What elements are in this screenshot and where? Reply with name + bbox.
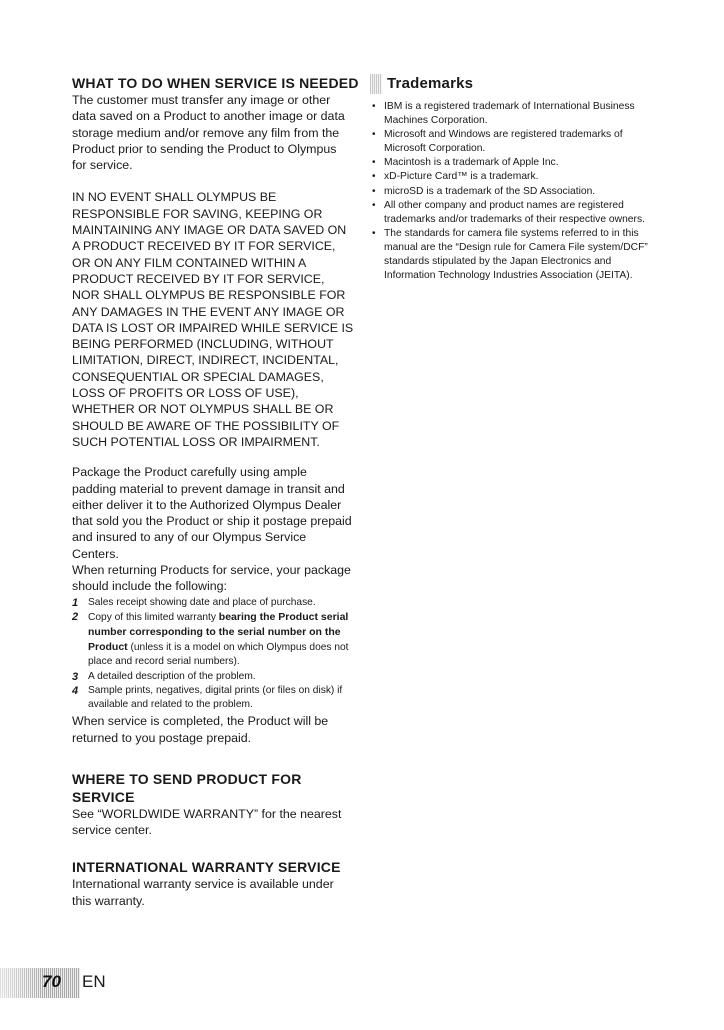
left-column (72, 74, 359, 909)
list-item (72, 610, 354, 670)
trademarks-title (370, 74, 660, 94)
para-returning-products: When returning Products for service, your package should include the following: (72, 563, 351, 594)
para-international-warranty: International warranty service is available under this warranty. (72, 877, 334, 908)
page-footer (0, 968, 80, 998)
para-transfer-data: The customer must transfer any image or other data saved on a Product to another image or data storage medium and/or remove any film from the Product prior to sending the Product to Olympus for service. (72, 93, 345, 173)
trademark-item: • Microsoft and Windows are registered trademarks of Microsoft Corporation. (370, 128, 660, 156)
heading-trademarks: Trademarks (387, 75, 474, 92)
list-text: Sales receipt showing date and place of purchase. (88, 596, 316, 608)
section-marker-icon (370, 74, 382, 94)
heading-service-needed: WHAT TO DO WHEN SERVICE IS NEEDED (72, 75, 359, 91)
trademark-item: • The standards for camera file systems referred to in this manual are the “Design rule for Camera File system/DCF” standards stipulated by the Japan Electronics and Information Technology Industries Association (JEITA). (370, 227, 660, 283)
list-text-bold: bearing the Product serial number corresponding to the serial number on the Product (88, 610, 349, 654)
list-text-post: (unless it is a model on which Olympus does not place and record serial numbers). (88, 642, 349, 668)
package-contents-list (72, 596, 354, 713)
list-text-pre: Copy of this limited warranty (88, 611, 219, 623)
para-service-completed: When service is completed, the Product will be returned to you postage prepaid. (72, 714, 329, 745)
list-number: 2 (72, 610, 79, 623)
trademark-item: • IBM is a registered trademark of International Business Machines Corporation. (370, 100, 660, 128)
para-liability-disclaimer: IN NO EVENT SHALL OLYMPUS BE RESPONSIBLE FOR SAVING, KEEPING OR MAINTAINING ANY IMAGE OR DATA SAVED ON A PRODUCT RECEIVED BY IT FOR SERVICE, OR ON ANY FILM CONTAINED WITHIN A PRODUCT RECEIVED BY IT FOR SERVICE, NOR SHALL OLYMPUS BE RESPONSIBLE FOR ANY DAMAGES IN THE EVENT ANY IMAGE OR DATA IS LOST OR IMPAIRED WHILE SERVICE IS BEING PERFORMED (INCLUDING, WITHOUT LIMITATION, DIRECT, INDIRECT, INCIDENTAL, CONSEQUENTIAL OR SPECIAL DAMAGES, LOSS OF PROFITS OR LOSS OF USE), WHETHER OR NOT OLYMPUS SHALL BE OR SHOULD BE AWARE OF THE POSSIBILITY OF SUCH POTENTIAL LOSS OR IMPAIRMENT. (72, 190, 354, 449)
trademark-item: • xD-Picture Card™ is a trademark. (370, 170, 660, 184)
trademark-item: • Macintosh is a trademark of Apple Inc. (370, 156, 660, 170)
language-code: EN (82, 972, 106, 991)
para-where-to-send: See “WORLDWIDE WARRANTY” for the nearest service center. (72, 806, 342, 838)
list-item (72, 670, 354, 684)
right-column (370, 74, 660, 283)
trademark-item: • All other company and product names are registered trademarks and/or trademarks of their respective owners. (370, 199, 660, 227)
list-number: 3 (72, 670, 79, 683)
para-package-product: Package the Product carefully using ample padding material to prevent damage in transit and either deliver it to the Authorized Olympus Dealer that sold you the Product or ship it postage prepaid and insured to any of our Olympus Service Centers. (72, 465, 352, 561)
list-number: 4 (72, 684, 79, 697)
trademarks-list (370, 100, 660, 283)
list-item (72, 684, 354, 712)
heading-where-to-send: WHERE TO SEND PRODUCT FOR SERVICE (72, 770, 302, 805)
list-text: Sample prints, negatives, digital prints (or files on disk) if available and related to the problem. (88, 684, 343, 711)
list-number: 1 (72, 596, 79, 609)
list-text: A detailed description of the problem. (88, 670, 256, 682)
page-number: 70 (42, 972, 61, 991)
trademark-item: • microSD is a trademark of the SD Association. (370, 185, 660, 199)
list-item (72, 596, 354, 610)
page-number-badge (0, 968, 80, 998)
heading-international-warranty: INTERNATIONAL WARRANTY SERVICE (72, 859, 341, 876)
